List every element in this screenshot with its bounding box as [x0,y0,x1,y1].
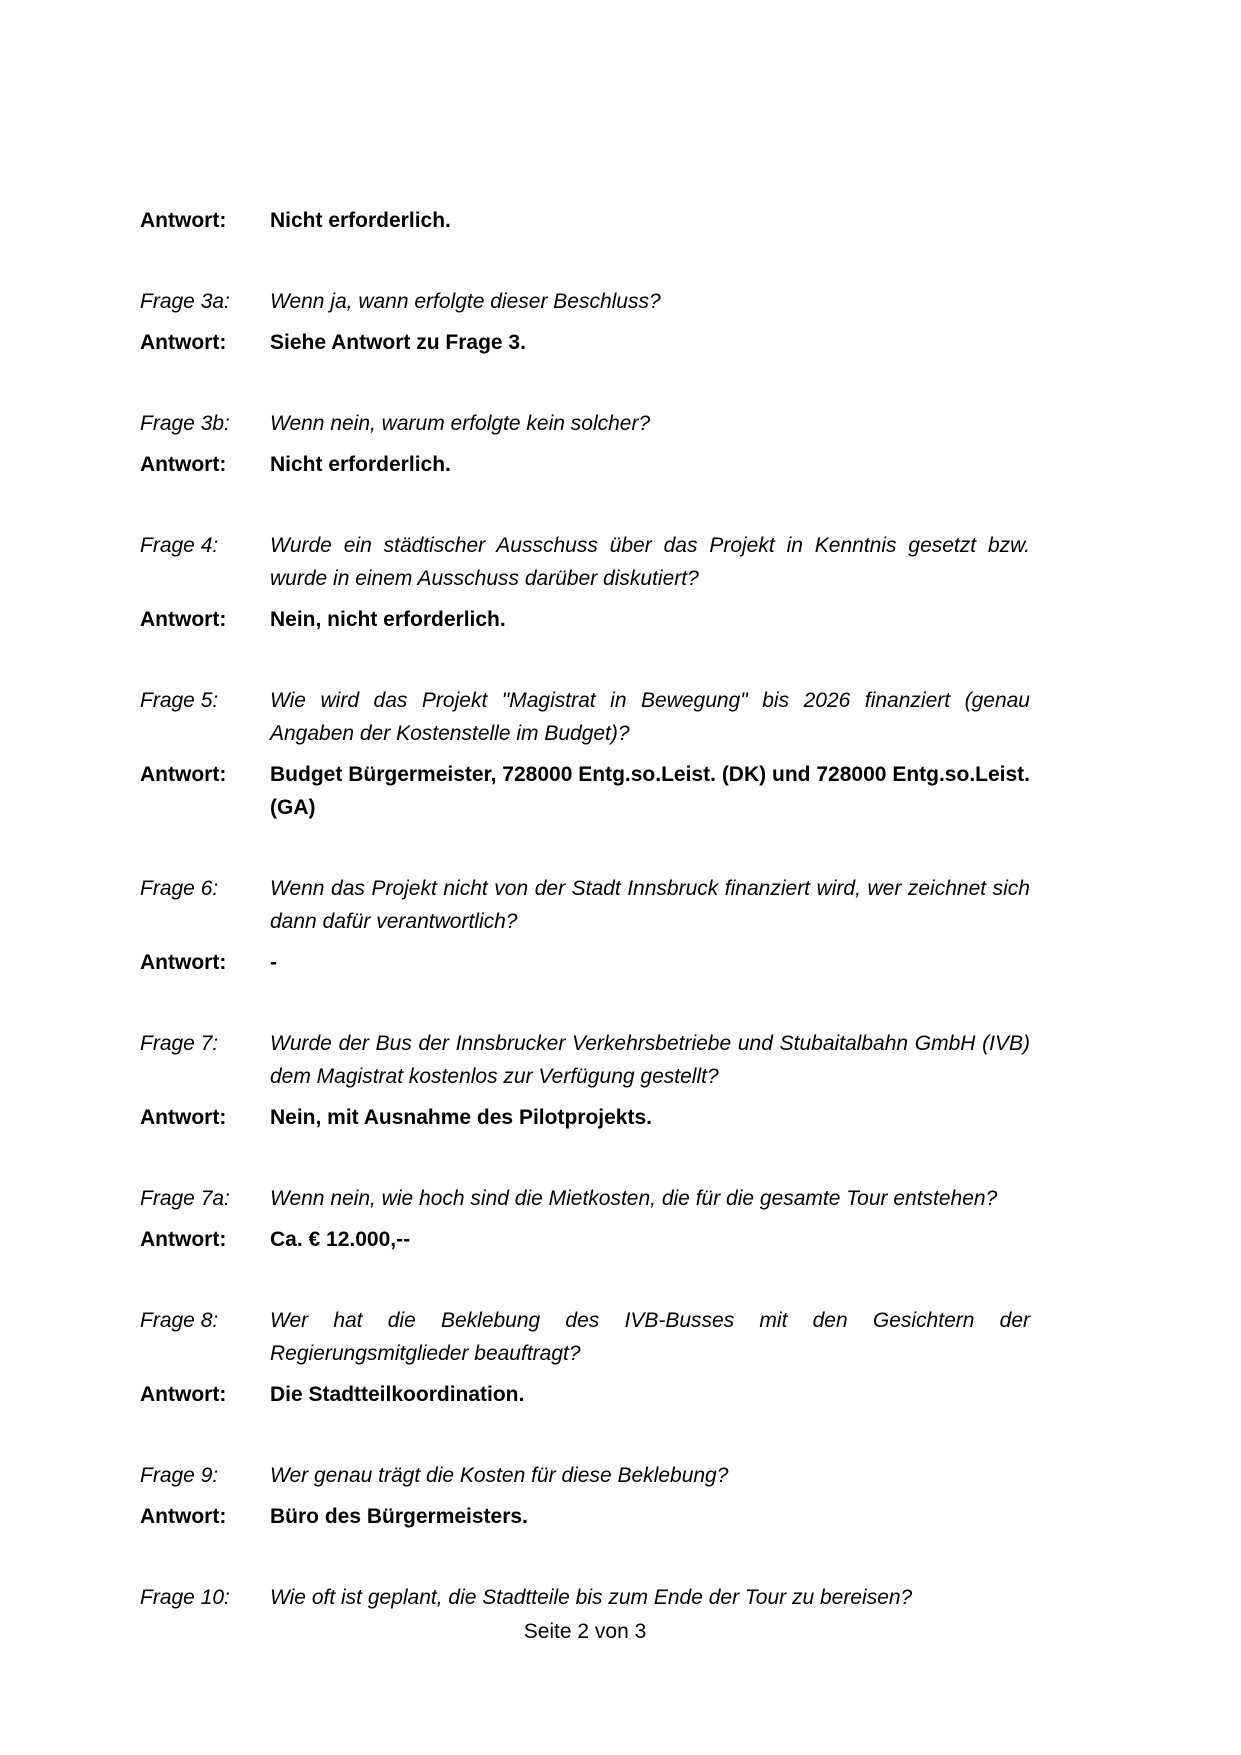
answer-text: Nicht erforderlich. [270,453,451,476]
question-text: Wer genau trägt die Kosten für diese Beklebung? [270,1464,729,1487]
question-label: Frage 6: [140,877,219,900]
answer-label: Antwort: [140,1228,227,1251]
question-row [140,1182,1030,1215]
question-row [140,1027,1030,1093]
qa-list [140,204,1030,1648]
question-row [140,684,1030,750]
question-text: Wenn das Projekt nicht von der Stadt Innsbruck finanziert wird, wer zeichnet sich dann dafür verantwortlich? [270,877,1030,933]
question-label: Frage 7a: [140,1187,230,1210]
question-text: Wenn nein, wie hoch sind die Mietkosten, die für die gesamte Tour entstehen? [270,1187,998,1210]
answer-label: Antwort: [140,1106,227,1129]
question-label: Frage 9: [140,1464,219,1487]
answer-row [140,603,1030,636]
question-label: Frage 3b: [140,412,230,435]
question-text: Wurde ein städtischer Ausschuss über das Projekt in Kenntnis gesetzt bzw. wurde in einem Ausschuss darüber diskutiert? [270,534,1030,590]
answer-label: Antwort: [140,763,227,786]
page-footer: Seite 2 von 3 [523,1620,647,1643]
answer-label: Antwort: [140,1383,227,1406]
question-text: Wenn nein, warum erfolgte kein solcher? [270,412,651,435]
answer-label: Antwort: [140,453,227,476]
question-label: Frage 4: [140,534,219,557]
answer-text: Nein, nicht erforderlich. [270,608,506,631]
answer-row [140,1223,1030,1256]
answer-row [140,758,1030,824]
question-label: Frage 8: [140,1309,219,1332]
answer-row [140,448,1030,481]
answer-text: Die Stadtteilkoordination. [270,1383,525,1406]
answer-text: Nein, mit Ausnahme des Pilotprojekts. [270,1106,652,1129]
question-text: Wer hat die Beklebung des IVB-Busses mit den Gesichtern der Regierungsmitglieder beauftragt? [270,1309,1030,1365]
question-row [140,1581,1030,1614]
answer-text: Ca. € 12.000,-- [270,1228,411,1251]
answer-text: Nicht erforderlich. [270,209,451,232]
answer-row [140,326,1030,359]
answer-row [140,1500,1030,1533]
question-text: Wenn ja, wann erfolgte dieser Beschluss? [270,290,661,313]
answer-text: Büro des Bürgermeisters. [270,1505,528,1528]
answer-text: Budget Bürgermeister, 728000 Entg.so.Leist. (DK) und 728000 Entg.so.Leist. (GA) [270,763,1030,819]
question-text: Wurde der Bus der Innsbrucker Verkehrsbetriebe und Stubaitalbahn GmbH (IVB) dem Magistrat kostenlos zur Verfügung gestellt? [270,1032,1030,1088]
question-row [140,1304,1030,1370]
question-row [140,872,1030,938]
question-row [140,529,1030,595]
answer-row [140,1378,1030,1411]
question-label: Frage 10: [140,1586,230,1609]
answer-label: Antwort: [140,209,227,232]
answer-label: Antwort: [140,608,227,631]
answer-row [140,946,1030,979]
answer-label: Antwort: [140,1505,227,1528]
answer-row [140,204,1030,237]
question-row [140,407,1030,440]
question-row [140,1459,1030,1492]
answer-label: Antwort: [140,331,227,354]
question-label: Frage 5: [140,689,219,712]
question-text: Wie wird das Projekt "Magistrat in Bewegung" bis 2026 finanziert (genau Angaben der Kostenstelle im Budget)? [270,689,1030,745]
answer-label: Antwort: [140,951,227,974]
answer-text: Siehe Antwort zu Frage 3. [270,331,526,354]
question-label: Frage 3a: [140,290,230,313]
question-row [140,285,1030,318]
question-label: Frage 7: [140,1032,219,1055]
question-text: Wie oft ist geplant, die Stadtteile bis zum Ende der Tour zu bereisen? [270,1586,913,1609]
answer-row [140,1101,1030,1134]
answer-text: - [270,951,277,974]
